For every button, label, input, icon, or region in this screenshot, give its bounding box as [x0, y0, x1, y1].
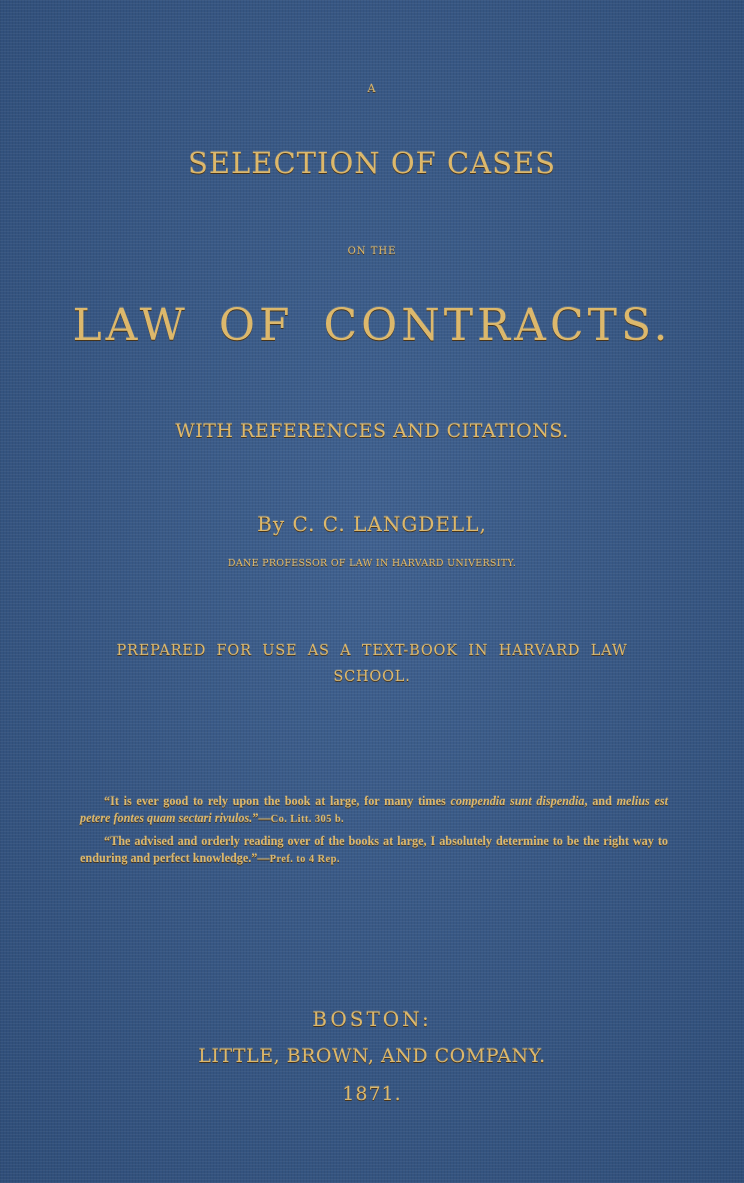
quote1-close: ”—	[252, 811, 271, 825]
epigraph-block	[80, 793, 668, 873]
title-selection: SELECTION OF CASES	[188, 146, 556, 180]
author-name: C. C. LANGDELL,	[292, 512, 487, 536]
author-by: By	[257, 512, 286, 536]
quote1-open: “It is ever good to rely upon the book at large, for many times	[104, 794, 451, 808]
prepared-line-1: PREPARED FOR USE AS A TEXT-BOOK IN HARVARD LAW	[116, 643, 628, 659]
quote1-citation: Co. Litt. 305 b.	[270, 814, 345, 825]
imprint-place: BOSTON:	[312, 1007, 432, 1031]
prepared-line-2: SCHOOL.	[333, 669, 411, 685]
subtitle-references: WITH REFERENCES AND CITATIONS.	[175, 420, 569, 442]
epigraph-quote-2	[80, 833, 668, 868]
imprint-year: 1871.	[342, 1083, 402, 1105]
quote2-text: “The advised and orderly reading over of the books at large, I absolutely determine to be the right way to enduring and perfect knowledge.”—	[80, 834, 668, 865]
epigraph-quote-1	[80, 793, 668, 828]
imprint-publisher: LITTLE, BROWN, AND COMPANY.	[198, 1045, 546, 1067]
quote2-citation: Pref. to 4 Rep.	[269, 854, 340, 865]
title-on-the: ON THE	[347, 246, 397, 257]
title-article: A	[367, 82, 377, 95]
author-line	[0, 512, 744, 536]
quote1-mid: , and	[584, 794, 617, 808]
main-title: LAW OF CONTRACTS.	[72, 300, 672, 351]
quote1-latin-2: melius est petere fontes quam sectari rivulos.	[80, 794, 668, 825]
quote1-latin-1: compendia sunt dispendia	[450, 794, 585, 808]
author-title: DANE PROFESSOR OF LAW IN HARVARD UNIVERSITY.	[227, 558, 517, 569]
